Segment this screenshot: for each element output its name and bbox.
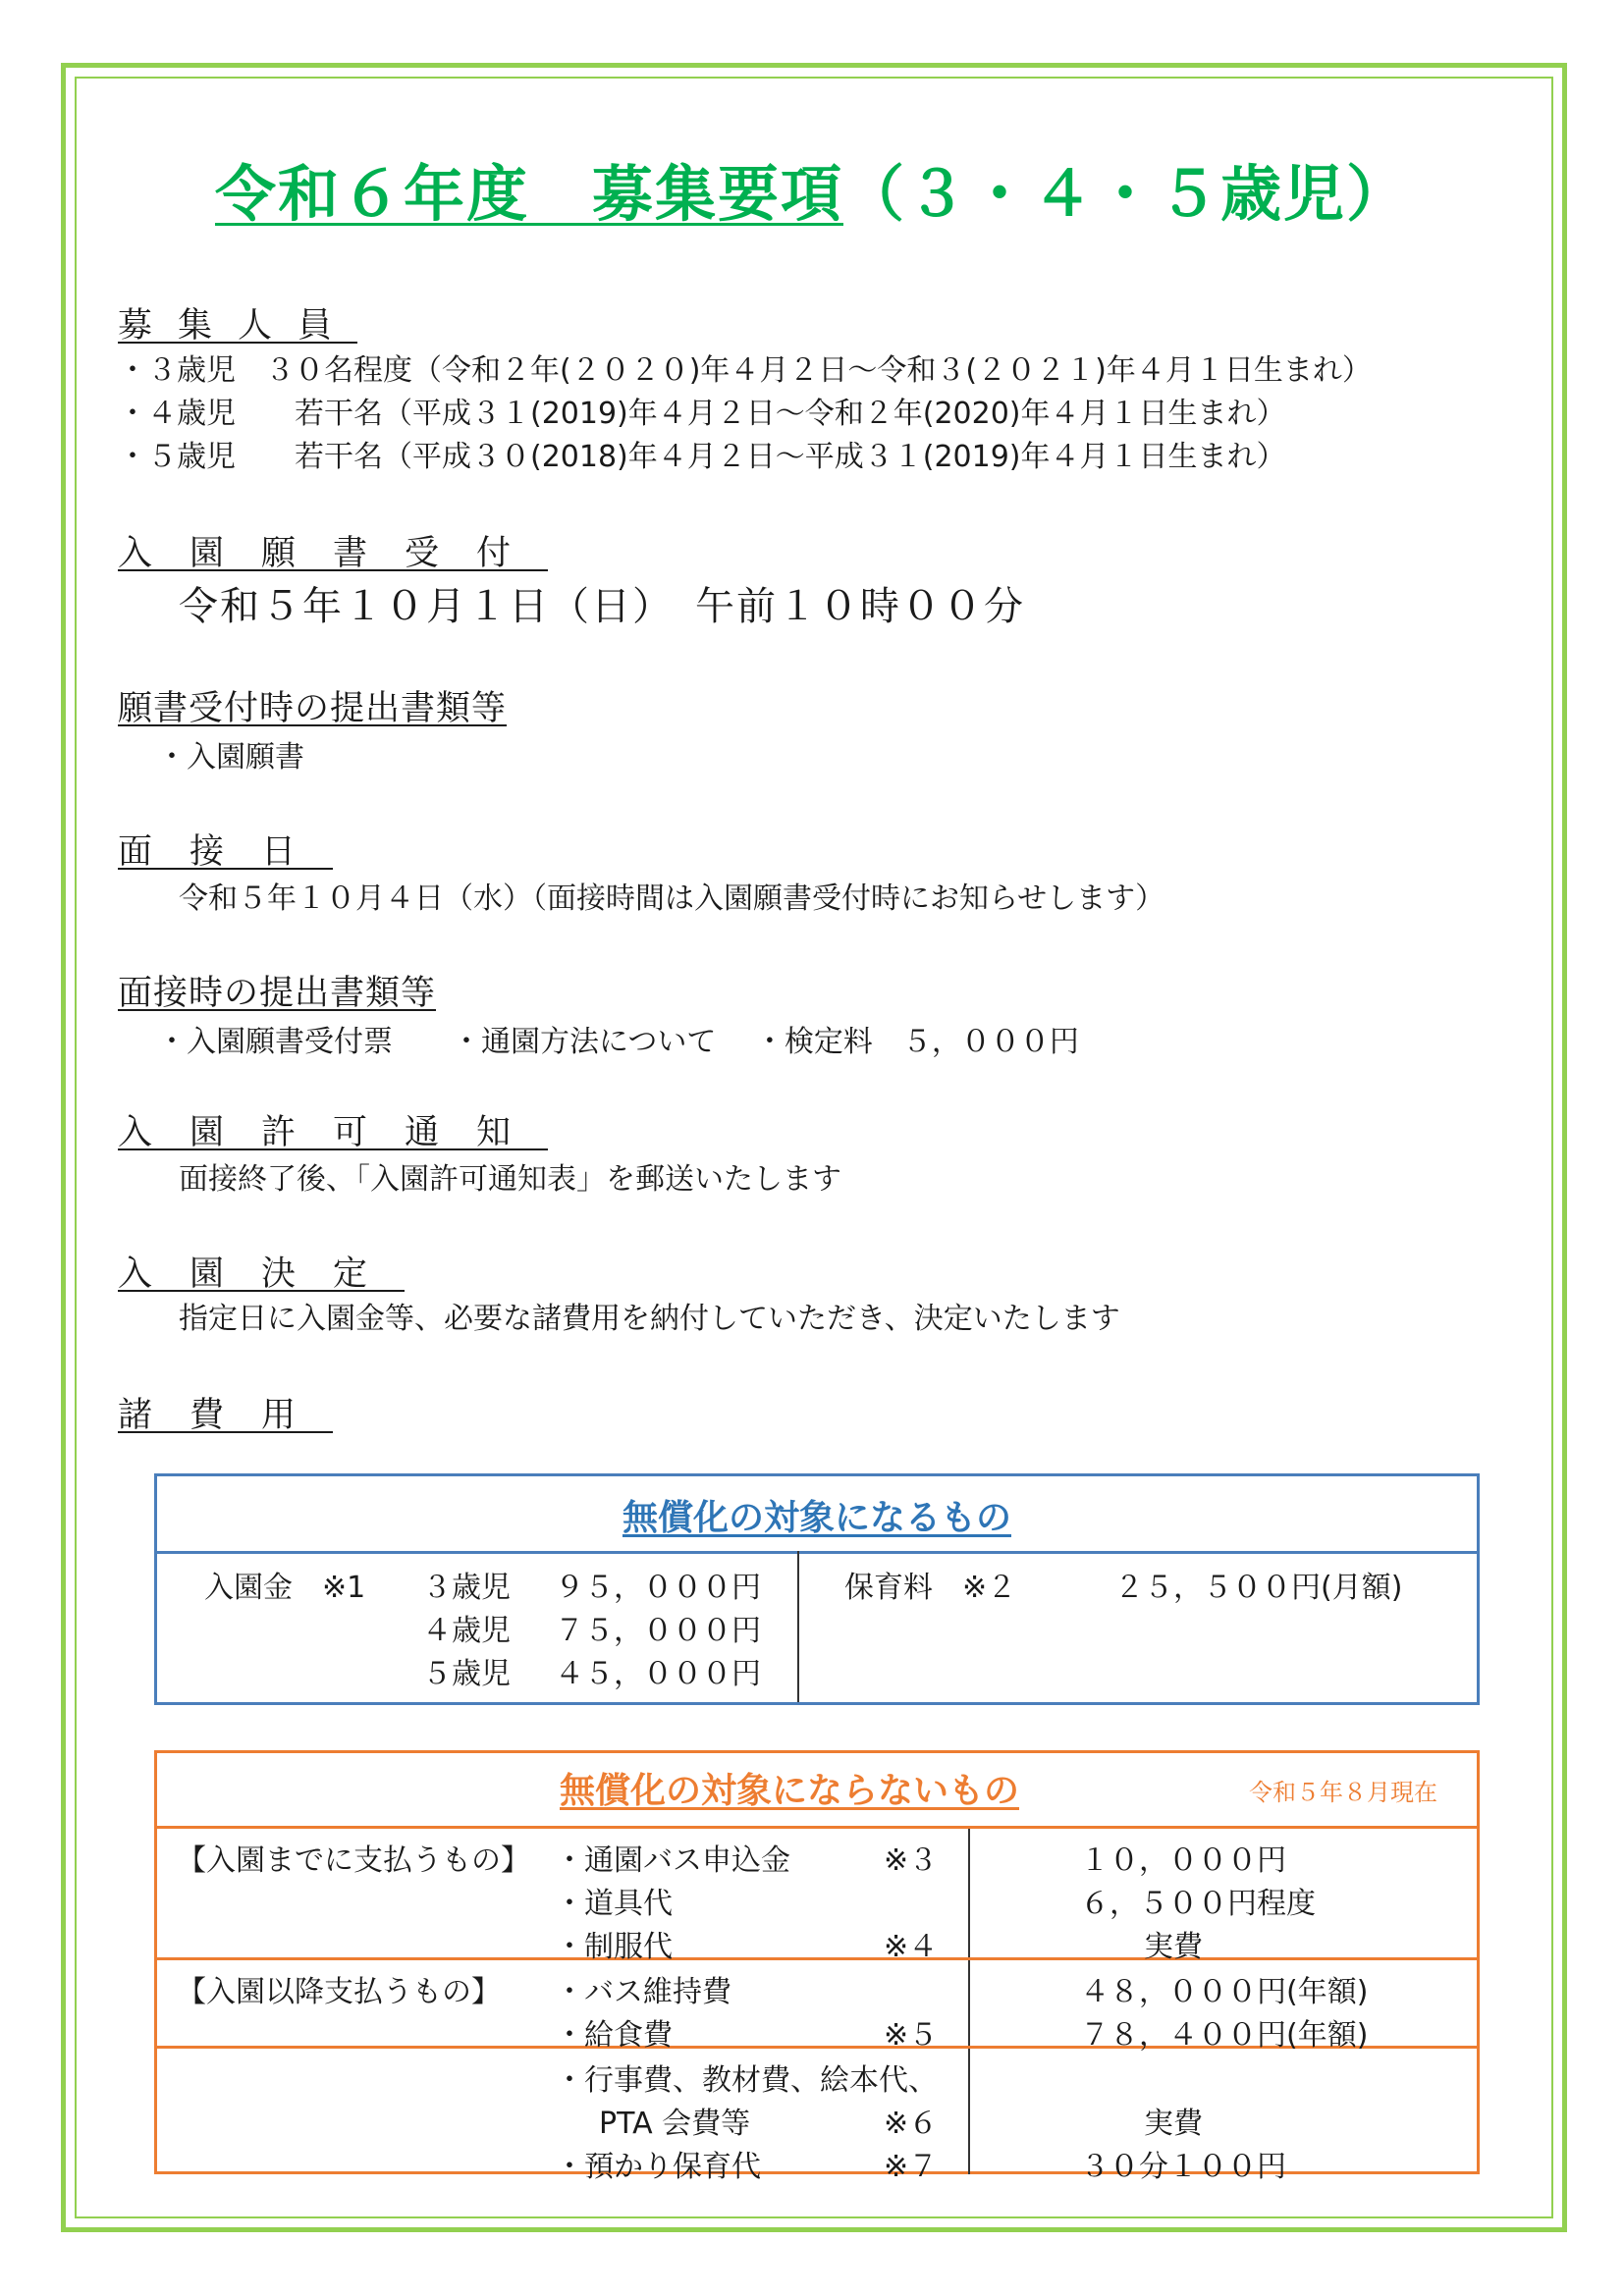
nonfree-group1-label: 【入園までに支払うもの】: [177, 1843, 530, 1878]
recruit-heading: 募集人員: [118, 306, 358, 346]
nonfree-fees-title: 無償化の対象にならないもの: [560, 1771, 1020, 1811]
lunch-amount: ７８，４００円(年額): [1080, 2018, 1369, 2053]
entrance-5yo-amount: ４５，０００円: [555, 1657, 761, 1691]
nonfree-column-divider-1: [968, 1829, 970, 1957]
pta-fee-amount: 実費: [1144, 2107, 1203, 2141]
application-heading: 入園願書受付: [118, 534, 549, 573]
recruit-item-4yo: ・４歳児 若干名（平成３１(2019)年４月２日～令和２年(2020)年４月１日生まれ）: [118, 397, 1286, 431]
nonfree-column-divider-2: [968, 1960, 970, 2046]
pta-fee-note: ※６: [884, 2107, 939, 2141]
interview-docs-heading: 面接時の提出書類等: [118, 974, 437, 1013]
free-fees-divider: [157, 1551, 1477, 1554]
free-fees-box: [154, 1473, 1480, 1705]
free-fees-column-divider: [797, 1551, 799, 1702]
permission-text: 面接終了後、「入園許可通知表」を郵送いたします: [179, 1162, 841, 1197]
bus-application-amount: １０，０００円: [1080, 1843, 1286, 1878]
bus-application-item: ・通園バス申込金: [555, 1843, 790, 1878]
permission-heading: 入園許可通知: [118, 1113, 549, 1152]
page-title-suffix: （３・４・５歳児）: [843, 158, 1410, 230]
interview-docs-text: ・入園願書受付票 ・通園方法について ・検定料 ５，０００円: [157, 1025, 1079, 1059]
entrance-fee-label: 入園金 ※1: [204, 1571, 366, 1605]
extended-care-amount: ３０分１００円: [1080, 2150, 1286, 2184]
nonfree-group2-label: 【入園以降支払うもの】: [177, 1975, 501, 2009]
recruit-item-3yo: ・３歳児 ３０名程度（令和２年(２０２０)年４月２日～令和３(２０２１)年４月１日生まれ）: [118, 353, 1372, 388]
uniform-note: ※４: [884, 1930, 939, 1964]
events-materials-item: ・行事費、教材費、絵本代、: [555, 2063, 938, 2098]
page-title-main: 令和６年度 募集要項: [214, 158, 843, 230]
bus-maintenance-item: ・バス維持費: [555, 1975, 731, 2009]
childcare-fee-amount: ２５，５００円(月額): [1114, 1571, 1403, 1605]
childcare-fee-label: 保育料 ※２: [844, 1571, 1017, 1605]
nonfree-fees-as-of: 令和５年８月現在: [1249, 1779, 1437, 1806]
equipment-item: ・道具代: [555, 1887, 673, 1921]
uniform-amount: 実費: [1144, 1930, 1203, 1964]
application-datetime: 令和５年１０月１日（日） 午前１０時００分: [179, 584, 1025, 629]
extended-care-item: ・預かり保育代: [555, 2150, 761, 2184]
entrance-3yo-amount: ９５，０００円: [555, 1571, 761, 1605]
uniform-item: ・制服代: [555, 1930, 673, 1964]
entrance-5yo-age: ５歳児: [422, 1657, 511, 1691]
free-fees-title: 無償化の対象になるもの: [622, 1498, 1011, 1538]
lunch-note: ※５: [884, 2018, 939, 2053]
fees-heading: 諸費用: [118, 1396, 334, 1435]
bus-application-note: ※３: [884, 1843, 939, 1878]
recruit-item-5yo: ・５歳児 若干名（平成３０(2018)年４月２日～平成３１(2019)年４月１日生まれ）: [118, 440, 1286, 474]
pta-fee-item: PTA 会費等: [599, 2107, 751, 2141]
entrance-3yo-age: ３歳児: [422, 1571, 511, 1605]
app-docs-item: ・入園願書: [157, 740, 304, 774]
entrance-4yo-age: ４歳児: [422, 1614, 511, 1648]
page-title: [0, 145, 1624, 233]
nonfree-column-divider-3: [968, 2049, 970, 2174]
extended-care-note: ※７: [884, 2150, 939, 2184]
equipment-amount: ６，５００円程度: [1080, 1887, 1316, 1921]
decision-text: 指定日に入園金等、必要な諸費用を納付していただき、決定いたします: [179, 1302, 1120, 1336]
lunch-item: ・給食費: [555, 2018, 673, 2053]
decision-heading: 入園決定: [118, 1255, 406, 1294]
app-docs-heading: 願書受付時の提出書類等: [118, 689, 508, 728]
entrance-4yo-amount: ７５，０００円: [555, 1614, 761, 1648]
nonfree-divider-1: [157, 1826, 1477, 1829]
nonfree-divider-2: [157, 1957, 1477, 1960]
bus-maintenance-amount: ４８，０００円(年額): [1080, 1975, 1369, 2009]
interview-text: 令和５年１０月４日（水）（面接時間は入園願書受付時にお知らせします）: [179, 881, 1165, 916]
nonfree-fees-box: [154, 1750, 1480, 2184]
interview-heading: 面接日: [118, 832, 334, 872]
